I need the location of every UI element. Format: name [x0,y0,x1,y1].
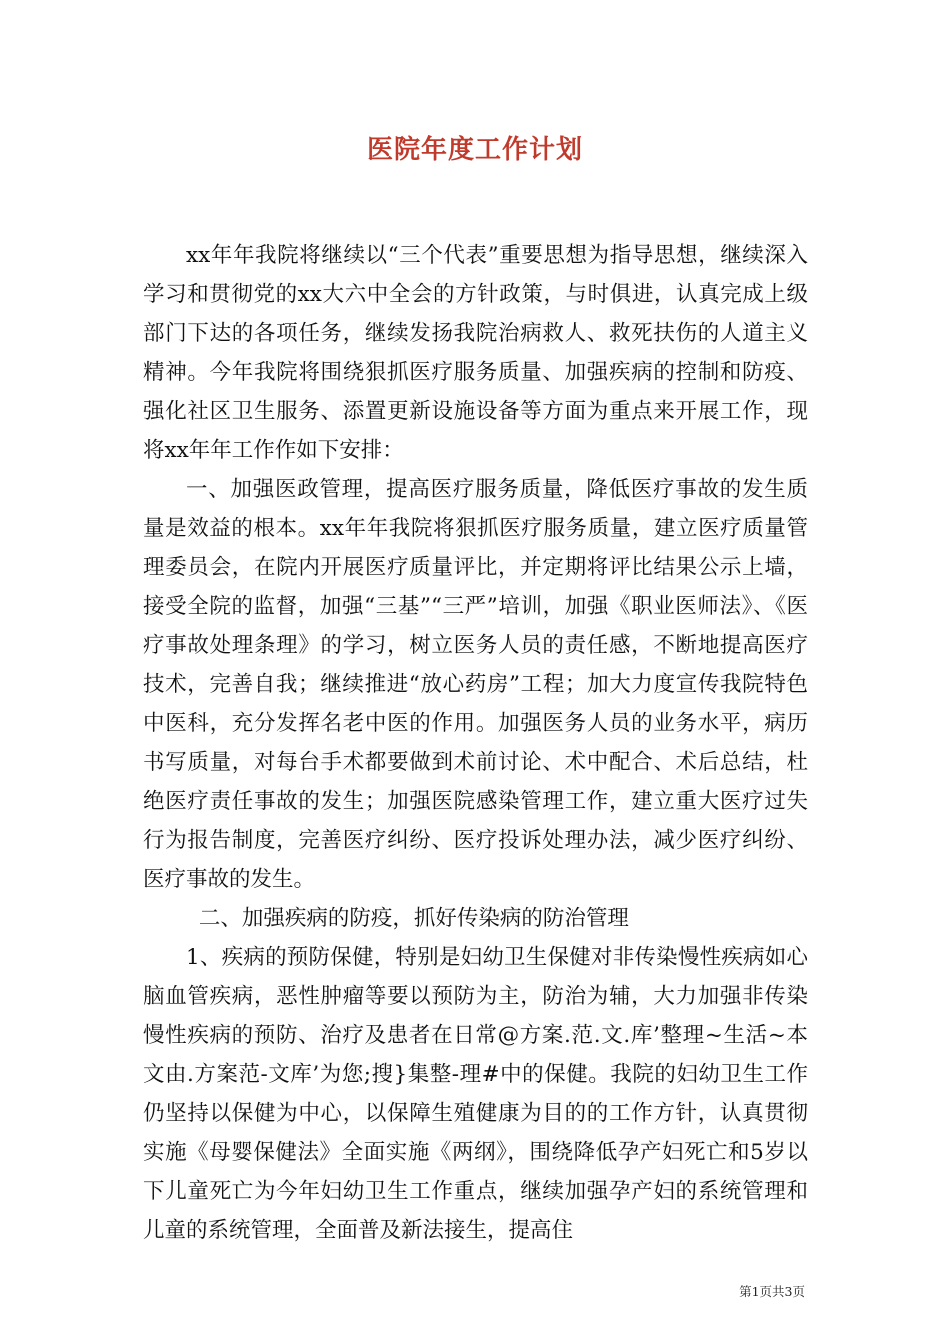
paragraph-intro: xx年年我院将继续以“三个代表”重要思想为指导思想，继续深入学习和贯彻党的xx大六中全会的方针政策，与时俱进，认真完成上级部门下达的各项任务，继续发扬我院治病救人、救死扶伤的人道主义精神。今年我院将围绕狠抓医疗服务质量、加强疾病的控制和防疫、强化社区卫生服务、添置更新设施设备等方面为重点来开展工作，现将xx年年工作作如下安排： [143,243,808,463]
page-number: 第1页共3页 [739,1284,805,1299]
section-heading-two: 二、加强疾病的防疫，抓好传染病的防治管理 [198,906,629,931]
document-body [143,236,808,1250]
paragraph-item-one: 1、疾病的预防保健，特别是妇幼卫生保健对非传染慢性疾病如心脑血管疾病，恶性肿瘤等要以预防为主，防治为辅，大力加强非传染慢性疾病的预防、治疗及患者在日常@方案.范.文.库’整理~生活~本文由.方案范-文库’为您;搜}集整-理#中的保健。我院的妇幼卫生工作仍坚持以保健为中心，以保障生殖健康为目的的工作方针，认真贯彻实施《母婴保健法》全面实施《两纲》，围绕降低孕产妇死亡和5岁以下儿童死亡为今年妇幼卫生工作重点，继续加强孕产妇的系统管理和儿童的系统管理，全面普及新法接生，提高住 [143,945,808,1243]
paragraph-section-one: 一、加强医政管理，提高医疗服务质量，降低医疗事故的发生质量是效益的根本。xx年年我院将狠抓医疗服务质量，建立医疗质量管理委员会，在院内开展医疗质量评比，并定期将评比结果公示上墙，接受全院的监督，加强“三基”“三严”培训，加强《职业医师法》、《医疗事故处理条理》的学习，树立医务人员的责任感，不断地提高医疗技术，完善自我；继续推进“放心药房”工程；加大力度宣传我院特色中医科，充分发挥名老中医的作用。加强医务人员的业务水平，病历书写质量，对每台手术都要做到术前讨论、术中配合、术后总结，杜绝医疗责任事故的发生；加强医院感染管理工作，建立重大医疗过失行为报告制度，完善医疗纠纷、医疗投诉处理办法，减少医疗纠纷、医疗事故的发生。 [143,477,808,892]
document-title: 医院年度工作计划 [366,135,583,165]
